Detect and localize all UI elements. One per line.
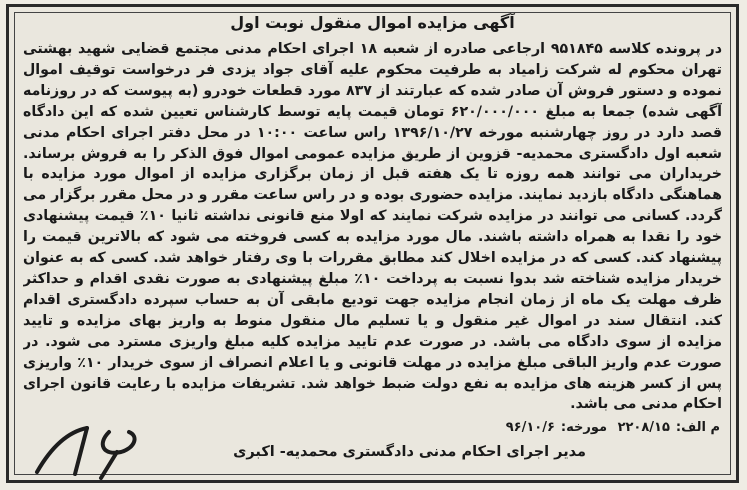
- reference-line: [500, 420, 720, 435]
- notice-frame: [6, 4, 739, 483]
- signature-line: مدیر اجرای احکام مدنی دادگستری محمدیه- اکبری: [233, 444, 586, 460]
- reference-number: ۲۲۰۸/۱۵: [617, 420, 670, 435]
- handwritten-mark: [17, 422, 167, 480]
- notice-title: آگهی مزایده اموال منقول نوبت اول: [230, 13, 515, 32]
- notice-body: [23, 39, 722, 419]
- date-label: مورخه:: [560, 420, 608, 435]
- notice-paragraph: در پرونده کلاسه ۹۵۱۸۴۵ ارجاعی صادره از شعبه ۱۸ اجرای احکام مدنی مجتمع قضایی شهید بهشتی تهران محکوم له شرکت زامیاد به طرفیت محکوم علیه آقای جواد یزدی فر درخواست توقیف اموال نموده و دستور فروش آن صادر شده که عبارتند از ۸۳۷ مورد قطعات خودرو (به پیوست که در روزنامه آگهی شده) جمعا به مبلغ ۶۲۰/۰۰۰/۰۰۰ تومان قیمت پایه توسط کارشناس تعیین شده که این دادگاه قصد دارد در روز چهارشنبه مورخه ۱۳۹۶/۱۰/۲۷ راس ساعت ۱۰:۰۰ در محل دفتر اجرای احکام مدنی شعبه اول دادگستری محمدیه- قزوین از طریق مزایده عمومی اموال فوق الذکر را به فروش برساند. خریداران می توانند همه روزه تا یک هفته قبل از زمان برگزاری مزایده از اموال مورد مزایده با هماهنگی دادگاه بازدید نمایند. مزایده حضوری بوده و در راس ساعت مقرر و در محل مقرر برگزار می گردد. کسانی می توانند در مزایده شرکت نمایند که اولا منع قانونی نداشته ثانیا ۱۰٪ قیمت پیشنهادی خود را نقدا به همراه داشته باشند. مال مورد مزایده به کسی فروخته می شود که بالاترین قیمت را پیشنهاد کند. کسی که در مزایده اخلال کند مطابق مقررات با وی رفتار خواهد شد. کسی که به عنوان خریدار مزایده شناخته شد بدوا نسبت به پرداخت ۱۰٪ مبلغ پیشنهادی به صورت نقدی اقدام و حداکثر ظرف مهلت یک ماه از زمان انجام مزایده جهت تودیع مابقی آن به حساب سپرده دادگستری اقدام کند. انتقال سند در اموال غیر منقول و یا تسلیم مال منقول منوط به واریز بهای مزایده و تایید مزایده از سوی دادگاه می باشد. در صورت عدم تایید مزایده کلیه مبلغ واریزی مسترد می شود. در صورت عدم واریز الباقی مبلغ مزایده در مهلت قانونی و یا اعلام انصراف از سوی خریدار ۱۰٪ واریزی پس از کسر هزینه های مزایده به نفع دولت ضبط خواهد شد. تشریفات مزایده با رعایت قانون اجرای احکام مدنی می باشد.: [23, 41, 722, 413]
- reference-label: م الف:: [675, 420, 720, 435]
- date-value: ۹۶/۱۰/۶: [505, 420, 555, 435]
